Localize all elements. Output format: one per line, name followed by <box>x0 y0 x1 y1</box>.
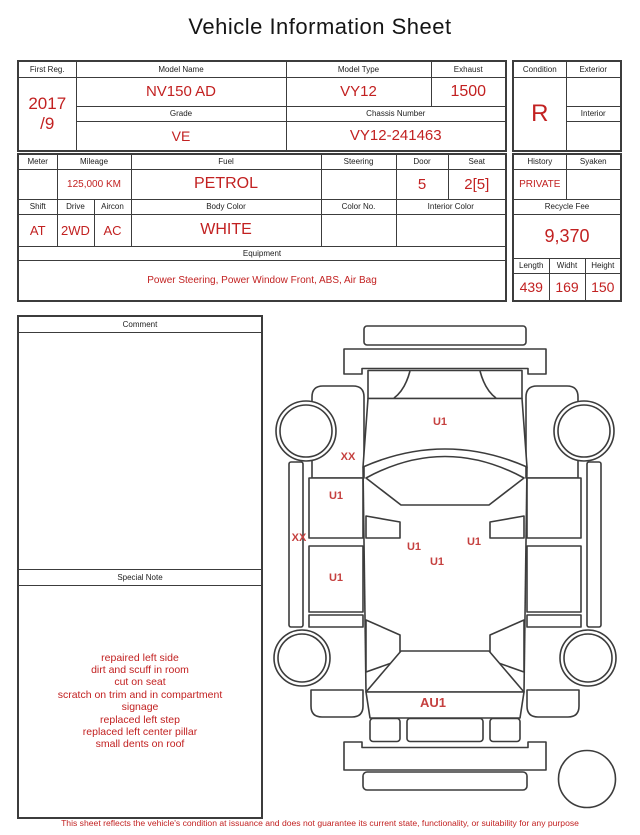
syaken-value <box>566 169 621 199</box>
steering-value <box>321 169 396 199</box>
special-note-line: replaced left center pillar <box>82 726 198 739</box>
special-note-line: signage <box>121 701 159 714</box>
fuel-label: Fuel <box>131 154 321 169</box>
left-quarter-stub <box>309 615 363 627</box>
syaken-label: Syaken <box>566 154 621 169</box>
first-reg-value <box>18 77 76 151</box>
left-front-wheel <box>276 401 336 461</box>
damage-marker-roof-left: U1 <box>406 541 422 553</box>
meter-value <box>18 169 57 199</box>
mileage-value: 125,000 KM <box>57 169 131 199</box>
exhaust-value: 1500 <box>431 77 506 106</box>
front-panel <box>368 371 522 399</box>
interior-value <box>566 121 621 151</box>
exhaust-label: Exhaust <box>431 61 506 77</box>
height-label: Height <box>585 258 621 273</box>
left-rear-fender <box>311 690 363 717</box>
first-reg-label: First Reg. <box>18 61 76 77</box>
grade-label: Grade <box>76 106 286 121</box>
grade-value: VE <box>76 121 286 151</box>
special-note-line: small dents on roof <box>95 738 185 751</box>
mileage-label: Mileage <box>57 154 131 169</box>
comment-label: Comment <box>18 316 262 332</box>
interior-color-label: Interior Color <box>396 199 506 214</box>
body-color-value: WHITE <box>131 214 321 246</box>
rear-gate-lower-right <box>490 719 520 742</box>
model-name-value: NV150 AD <box>76 77 286 106</box>
color-no-value <box>321 214 396 246</box>
damage-marker-left-front-pillar: XX <box>340 451 356 463</box>
front-top-strip <box>364 326 526 345</box>
right-sill-strip <box>587 462 601 627</box>
special-note-line: repaired left side <box>101 651 179 664</box>
history-label: History <box>513 154 566 169</box>
damage-marker-left-step: XX <box>291 532 307 544</box>
damage-marker-hood: U1 <box>432 416 448 428</box>
page-title: Vehicle Information Sheet <box>188 14 452 39</box>
fuel-value: PETROL <box>131 169 321 199</box>
width-label: Widht <box>549 258 585 273</box>
condition-label: Condition <box>513 61 566 77</box>
damage-marker-roof-right: U1 <box>466 536 482 548</box>
left-sill-strip <box>289 462 303 627</box>
left-b-pillar <box>366 516 400 538</box>
spare-tire <box>559 751 616 808</box>
recycle-fee-label: Recycle Fee <box>513 199 621 214</box>
drive-value: 2WD <box>57 214 94 246</box>
equipment-label: Equipment <box>18 246 506 260</box>
specs-table <box>17 153 507 302</box>
model-type-label: Model Type <box>286 61 431 77</box>
first-reg-month: /9 <box>40 113 55 133</box>
right-b-pillar <box>490 516 524 538</box>
aircon-label: Aircon <box>94 199 131 214</box>
right-rear-fender <box>527 690 579 717</box>
exterior-label: Exterior <box>566 61 621 77</box>
disclaimer-text: This sheet reflects the vehicle's condition at issuance and does not guarantee its current state, functionality, or suitability for any purpose <box>61 818 579 828</box>
body-color-label: Body Color <box>131 199 321 214</box>
special-note-line: scratch on trim and in compartment <box>57 688 223 701</box>
history-panel <box>512 153 622 302</box>
right-front-door <box>527 478 581 538</box>
width-value: 169 <box>549 273 585 301</box>
rear-bottom-strip <box>363 772 527 790</box>
meter-label: Meter <box>18 154 57 169</box>
car-damage-diagram <box>270 315 640 810</box>
right-rear-door <box>527 546 581 612</box>
condition-grade-value: R <box>513 77 566 151</box>
identification-table <box>17 60 507 152</box>
right-front-wheel <box>554 401 614 461</box>
seat-value: 2[5] <box>448 169 506 199</box>
height-value: 150 <box>585 273 621 301</box>
history-value: PRIVATE <box>513 169 566 199</box>
length-label: Length <box>513 258 549 273</box>
equipment-value: Power Steering, Power Window Front, ABS, Air Bag <box>18 260 506 301</box>
model-type-value: VY12 <box>286 77 431 106</box>
exterior-value <box>566 77 621 106</box>
aircon-value: AC <box>94 214 131 246</box>
rear-gate-lower-middle <box>407 719 483 742</box>
right-quarter-stub <box>527 615 581 627</box>
right-rear-wheel <box>560 630 616 686</box>
steering-label: Steering <box>321 154 396 169</box>
special-note-line: cut on seat <box>114 676 166 689</box>
left-rear-wheel <box>274 630 330 686</box>
damage-marker-roof-center: U1 <box>429 556 445 568</box>
first-reg-year: 2017 <box>28 94 67 114</box>
rear-bumper <box>344 742 546 770</box>
special-note-value <box>18 585 262 818</box>
special-note-line: replaced left step <box>100 713 180 726</box>
door-value: 5 <box>396 169 448 199</box>
chassis-number-label: Chassis Number <box>286 106 506 121</box>
color-no-label: Color No. <box>321 199 396 214</box>
special-note-label: Special Note <box>18 569 262 585</box>
interior-label: Interior <box>566 106 621 121</box>
rear-gate-lower-left <box>370 719 400 742</box>
left-front-door <box>309 478 363 538</box>
damage-marker-left-rear-door: U1 <box>328 572 344 584</box>
recycle-fee-value: 9,370 <box>513 214 621 258</box>
windshield <box>366 457 524 506</box>
damage-marker-left-front-door: U1 <box>328 490 344 502</box>
damage-marker-rear-gate: AU1 <box>419 695 447 710</box>
shift-value: AT <box>18 214 57 246</box>
condition-panel <box>512 60 622 152</box>
chassis-number-value: VY12-241463 <box>286 121 506 151</box>
comment-box <box>17 315 263 819</box>
seat-label: Seat <box>448 154 506 169</box>
drive-label: Drive <box>57 199 94 214</box>
length-value: 439 <box>513 273 549 301</box>
comment-value <box>18 332 262 569</box>
model-name-label: Model Name <box>76 61 286 77</box>
door-label: Door <box>396 154 448 169</box>
shift-label: Shift <box>18 199 57 214</box>
special-note-line: dirt and scuff in room <box>91 664 189 677</box>
interior-color-value <box>396 214 506 246</box>
